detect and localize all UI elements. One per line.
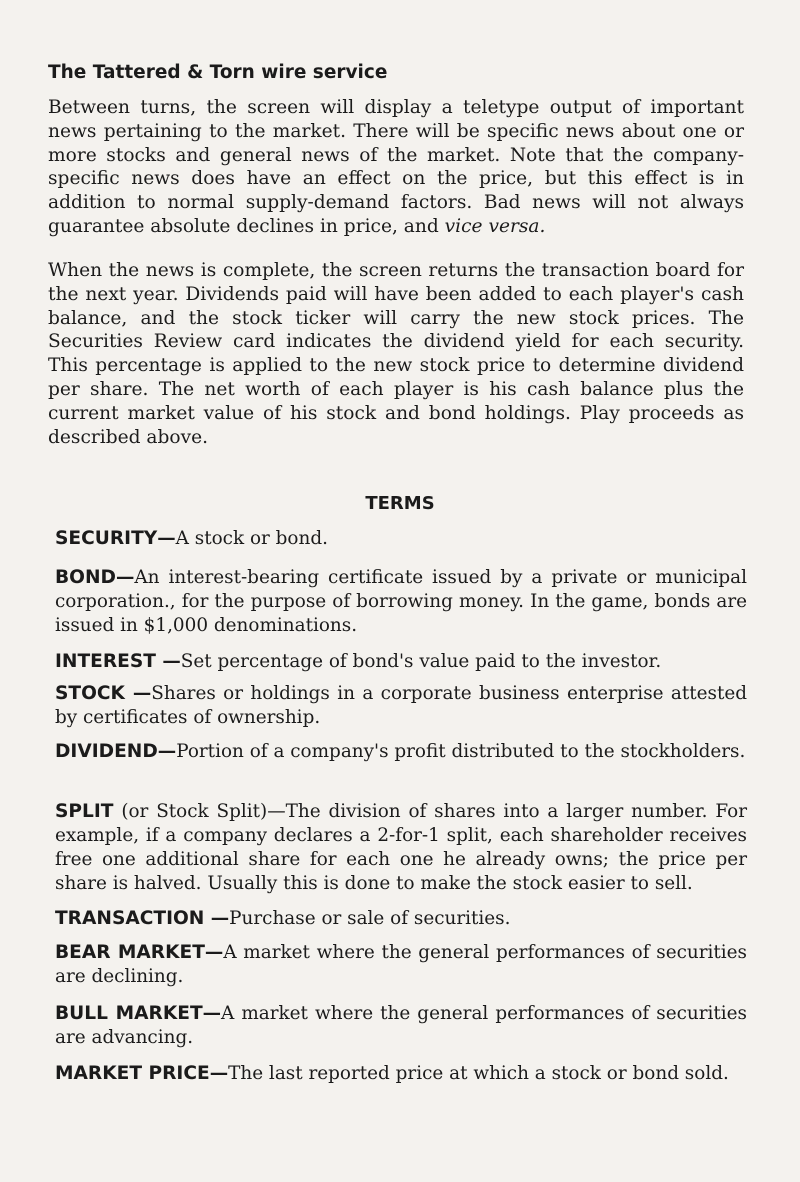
term-word: BEAR MARKET bbox=[55, 942, 205, 963]
paragraph-news bbox=[48, 96, 744, 239]
term-word: BULL MARKET bbox=[55, 1003, 203, 1024]
term-word: MARKET PRICE bbox=[55, 1063, 210, 1084]
term-split: SPLIT (or Stock Split)—The division of shares into a larger number. For example, if a company declares a 2-for-1 split, each shareholder receives free one additional share for each one he already owns; the price per share is halved. Usually this is done to make the stock easier to sell. bbox=[55, 801, 747, 894]
term-definition: A market where the general performances of securities are advancing. bbox=[55, 1003, 747, 1048]
term-bear-market: BEAR MARKET—A market where the general performances of securities are declining. bbox=[55, 942, 747, 987]
term-word: DIVIDEND bbox=[55, 741, 158, 762]
term-word: INTEREST bbox=[55, 651, 156, 672]
term-bond: BOND—An interest-bearing certificate issued by a private or municipal corporation., for the purpose of borrowing money. In the game, bonds are issued in $1,000 denominations. bbox=[55, 567, 747, 636]
paragraph-news-italic: vice versa. bbox=[444, 215, 546, 237]
term-definition: The division of shares into a larger number. For example, if a company declares a 2-for-1 split, each shareholder receives free one additional share for each one he already owns; the price per share is halved. Usually this is done to make the stock easier to sell. bbox=[55, 801, 747, 894]
term-note: (or Stock Split) bbox=[121, 801, 268, 822]
paragraph-news-text: Between turns, the screen will display a teletype output of important news pertaining to the market. There will be specific news about one or more stocks and general news of the market. Note that the company-specific news does have an effect on the price, but this effect is in addition to normal supply-demand factors. Bad news will not always guarantee absolute declines in price, and bbox=[48, 97, 744, 237]
term-definition: A market where the general performances of securities are declining. bbox=[55, 942, 747, 987]
term-definition: The last reported price at which a stock or bond sold. bbox=[228, 1063, 729, 1084]
term-word: STOCK bbox=[55, 683, 125, 704]
term-word: BOND bbox=[55, 567, 116, 588]
section-heading: The Tattered & Torn wire service bbox=[48, 62, 388, 83]
term-bull-market: BULL MARKET—A market where the general performances of securities are advancing. bbox=[55, 1003, 747, 1048]
term-word: SECURITY bbox=[55, 528, 158, 549]
term-definition: An interest-bearing certificate issued by a private or municipal corporation., for the purpose of borrowing money. In the game, bonds are issued in $1,000 denominations. bbox=[55, 567, 747, 636]
term-definition: Portion of a company's profit distributed to the stockholders. bbox=[176, 741, 746, 762]
term-security: SECURITY—A stock or bond. bbox=[55, 528, 328, 549]
term-definition: Purchase or sale of securities. bbox=[229, 908, 511, 929]
term-definition: Shares or holdings in a corporate business enterprise attested by certificates of ownership. bbox=[55, 683, 747, 728]
term-word: TRANSACTION bbox=[55, 908, 205, 929]
term-dividend: DIVIDEND—Portion of a company's profit distributed to the stockholders. bbox=[55, 741, 746, 762]
term-word: SPLIT bbox=[55, 801, 114, 822]
term-stock: STOCK —Shares or holdings in a corporate business enterprise attested by certificates of ownership. bbox=[55, 683, 747, 728]
paragraph-transaction-board: When the news is complete, the screen returns the transaction board for the next year. Dividends paid will have been added to each player's cash balance, and the stock ticker will carry the new stock prices. The Securities Review card indicates the dividend yield for each security. This percentage is applied to the new stock price to determine dividend per share. The net worth of each player is his cash balance plus the current market value of his stock and bond holdings. Play proceeds as described above. bbox=[48, 260, 744, 448]
term-definition: Set percentage of bond's value paid to the investor. bbox=[180, 651, 662, 672]
term-definition: A stock or bond. bbox=[175, 528, 328, 549]
terms-title: TERMS bbox=[365, 493, 435, 514]
term-interest: INTEREST —Set percentage of bond's value paid to the investor. bbox=[55, 651, 662, 672]
term-market-price: MARKET PRICE—The last reported price at which a stock or bond sold. bbox=[55, 1063, 729, 1084]
term-transaction: TRANSACTION —Purchase or sale of securities. bbox=[55, 908, 511, 929]
